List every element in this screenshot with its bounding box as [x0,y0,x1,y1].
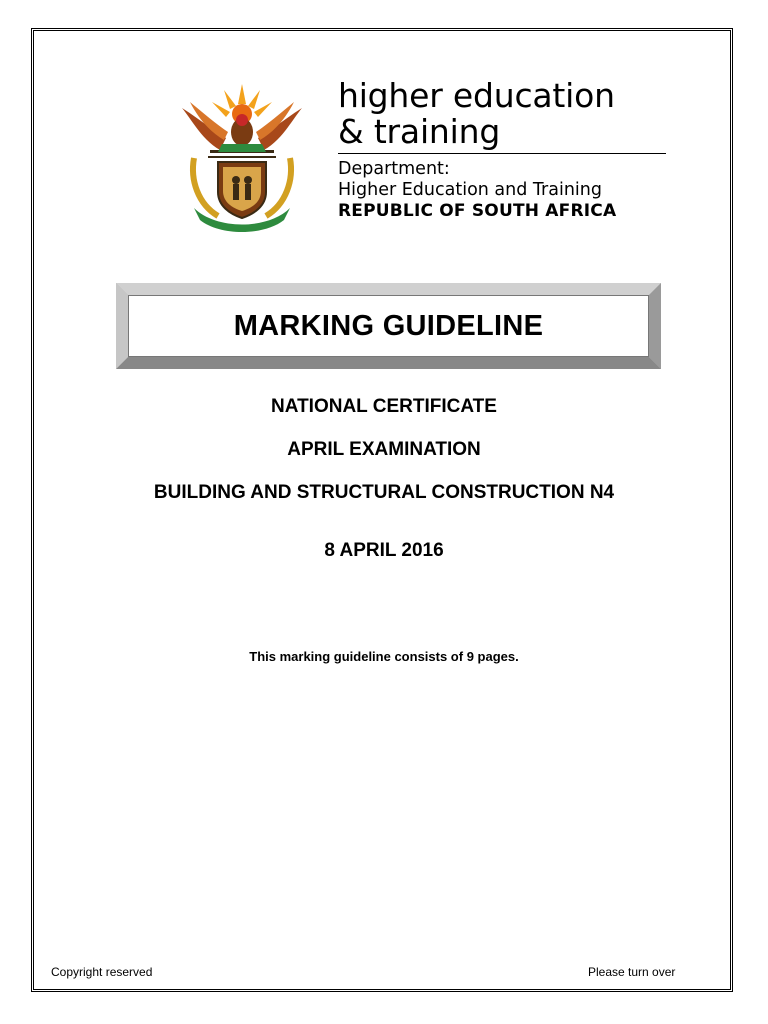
frame-bevel-top [116,283,661,295]
title-panel [128,295,649,357]
subject-heading: BUILDING AND STRUCTURAL CONSTRUCTION N4 [153,482,615,503]
footer-copyright: Copyright reserved [51,965,153,979]
frame-bevel-bottom [116,357,661,369]
exam-date: 8 APRIL 2016 [324,540,444,561]
department-label: Department: [338,159,450,179]
department-block [338,159,616,222]
header-logo-block [172,78,672,238]
department-name: Higher Education and Training [338,180,602,200]
title-frame [116,283,661,369]
footer-turn-over: Please turn over [588,965,676,979]
country-name: REPUBLIC OF SOUTH AFRICA [338,201,617,221]
coat-of-arms-icon [172,80,312,232]
frame-bevel-left [116,283,128,369]
exam-heading: APRIL EXAMINATION [287,439,481,460]
brand-line-2: & training [338,112,501,151]
brand-divider [338,153,666,154]
certificate-heading: NATIONAL CERTIFICATE [271,396,497,417]
document-title: MARKING GUIDELINE [233,309,544,342]
brand-wordmark [338,78,615,150]
brand-line-1: higher education [338,76,615,115]
frame-bevel-right [649,283,661,369]
page-count-note: This marking guideline consists of 9 pages. [249,649,519,664]
